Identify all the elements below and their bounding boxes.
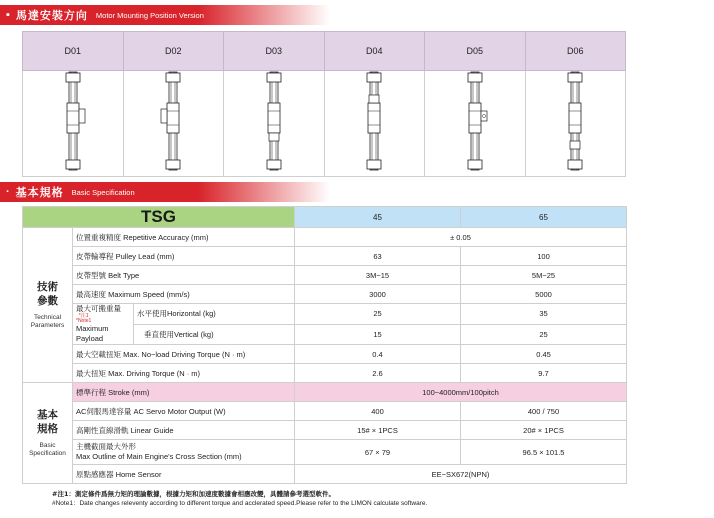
label-pulley: 皮帶輪導程 Pulley Lead (mm)	[73, 247, 295, 266]
label-motor: AC伺服馬達容量 AC Servo Motor Output (W)	[73, 402, 295, 421]
actuator-drawing-d01	[58, 71, 88, 171]
label-repeat: 位置重複精度 Repetitive Accuracy (mm)	[73, 228, 295, 247]
group-technical-en1: Technical	[33, 314, 62, 321]
mounting-position-table	[22, 31, 626, 177]
label-speed: 最高速度 Maximum Speed (mm/s)	[73, 285, 295, 304]
group-technical-en2: Parameters	[30, 322, 65, 329]
mounting-image-row	[23, 71, 626, 177]
size-header-65: 65	[461, 207, 627, 228]
banner-bullet: ·	[6, 186, 10, 198]
value-pulley-45: 63	[295, 247, 461, 266]
mounting-section-banner	[0, 5, 330, 25]
mount-header-d03: D03	[224, 32, 325, 71]
spec-section-banner	[0, 182, 330, 202]
row-belt-type	[23, 266, 627, 285]
actuator-drawing-d02	[158, 71, 188, 171]
mounting-title-zh: 馬達安裝方向	[15, 9, 88, 22]
group-technical-zh1: 技術	[37, 281, 58, 293]
row-outline	[23, 440, 627, 465]
value-pulley-65: 100	[461, 247, 627, 266]
value-outline-45: 67 × 79	[295, 440, 461, 465]
value-payload-h-45: 25	[295, 304, 461, 325]
row-linear-guide	[23, 421, 627, 440]
value-noload-65: 0.45	[461, 345, 627, 364]
payload-note-en: *Note1	[76, 318, 92, 324]
outline-label-en: Max Outline of Main Engine's Cross Section (mm)	[76, 452, 242, 461]
group-basic-en1: Basic	[39, 442, 56, 449]
spec-title-en: Basic Specification	[71, 187, 135, 197]
value-guide-65: 20# × 1PCS	[461, 421, 627, 440]
payload-label-zh: 最大可搬重量	[76, 304, 121, 313]
mounting-header-row	[23, 32, 626, 71]
label-torque: 最大扭矩 Max. Driving Torque (N · m)	[73, 364, 295, 383]
row-stroke	[23, 383, 627, 402]
value-payload-h-65: 35	[461, 304, 627, 325]
value-outline-65: 96.5 × 101.5	[461, 440, 627, 465]
mount-header-d05: D05	[425, 32, 526, 71]
row-home-sensor	[23, 465, 627, 484]
value-belt-65: 5M−25	[461, 266, 627, 285]
row-pulley-lead	[23, 247, 627, 266]
value-motor-45: 400	[295, 402, 461, 421]
value-payload-v-65: 25	[461, 324, 627, 345]
spec-table	[22, 206, 627, 484]
value-stroke: 100~4000mm/100pitch	[295, 383, 627, 402]
group-basic	[23, 383, 73, 484]
mount-image-d02	[123, 71, 224, 177]
group-basic-zh1: 基本	[37, 409, 58, 421]
value-speed-65: 5000	[461, 285, 627, 304]
label-sensor: 原點感應器 Home Sensor	[73, 465, 295, 484]
row-motor-output	[23, 402, 627, 421]
value-payload-v-45: 15	[295, 324, 461, 345]
mount-image-d03	[224, 71, 325, 177]
label-payload	[73, 304, 134, 345]
actuator-drawing-d05	[460, 71, 490, 171]
size-header-45: 45	[295, 207, 461, 228]
mount-header-d02: D02	[123, 32, 224, 71]
label-outline	[73, 440, 295, 465]
value-repeat: ± 0.05	[295, 228, 627, 247]
value-speed-45: 3000	[295, 285, 461, 304]
row-payload-horizontal	[23, 304, 627, 325]
mount-image-d04	[324, 71, 425, 177]
label-payload-horizontal: 水平使用Horizontal (kg)	[134, 304, 295, 325]
payload-note-marker	[76, 314, 91, 324]
row-repeat-accuracy	[23, 228, 627, 247]
value-torque-45: 2.6	[295, 364, 461, 383]
footnotes	[52, 490, 427, 508]
mount-image-d05	[425, 71, 526, 177]
value-noload-45: 0.4	[295, 345, 461, 364]
spec-title-zh: 基本規格	[15, 186, 64, 199]
group-technical	[23, 228, 73, 383]
note-en: #Note1：Date changes releventy according to different torque and acclerated speed.Please refer to the LIMON calculate software.	[52, 500, 428, 507]
note-zh: #注1：測定條件爲無力矩的理論數據，根據力矩和加速度數據會相應改變，具體請參考選型軟件。	[52, 490, 335, 498]
payload-label-en: Maximum Payload	[76, 324, 109, 343]
mount-image-d01	[23, 71, 124, 177]
spec-header-row	[23, 207, 627, 228]
mount-header-d06: D06	[525, 32, 626, 71]
actuator-drawing-d06	[560, 71, 590, 171]
group-basic-en2: Specification	[29, 450, 66, 457]
actuator-drawing-d03	[259, 71, 289, 171]
mount-header-d04: D04	[324, 32, 425, 71]
mounting-title-en: Motor Mounting Position Version	[95, 10, 204, 20]
value-motor-65: 400 / 750	[461, 402, 627, 421]
value-belt-45: 3M−15	[295, 266, 461, 285]
actuator-drawing-d04	[359, 71, 389, 171]
banner-bullet: ▪	[6, 9, 10, 21]
row-max-torque	[23, 364, 627, 383]
value-torque-65: 9.7	[461, 364, 627, 383]
label-guide: 高剛性直線滑軌 Linear Guide	[73, 421, 295, 440]
row-noload-torque	[23, 345, 627, 364]
group-basic-zh2: 規格	[37, 423, 58, 435]
payload-note-zh: *注1	[78, 313, 89, 319]
value-sensor: EE−SX672(NPN)	[295, 465, 627, 484]
label-payload-vertical: 垂直使用Vertical (kg)	[134, 324, 295, 345]
mount-image-d06	[525, 71, 626, 177]
model-name: TSG	[23, 207, 295, 228]
value-guide-45: 15# × 1PCS	[295, 421, 461, 440]
group-technical-zh2: 參數	[37, 295, 58, 307]
mount-header-d01: D01	[23, 32, 124, 71]
row-max-speed	[23, 285, 627, 304]
label-stroke: 標準行程 Stroke (mm)	[73, 383, 295, 402]
outline-label-zh: 主機截面最大外形	[76, 442, 136, 451]
label-belt: 皮帶型號 Belt Type	[73, 266, 295, 285]
label-noload: 最大空載扭矩 Max. No−load Driving Torque (N · m)	[73, 345, 295, 364]
